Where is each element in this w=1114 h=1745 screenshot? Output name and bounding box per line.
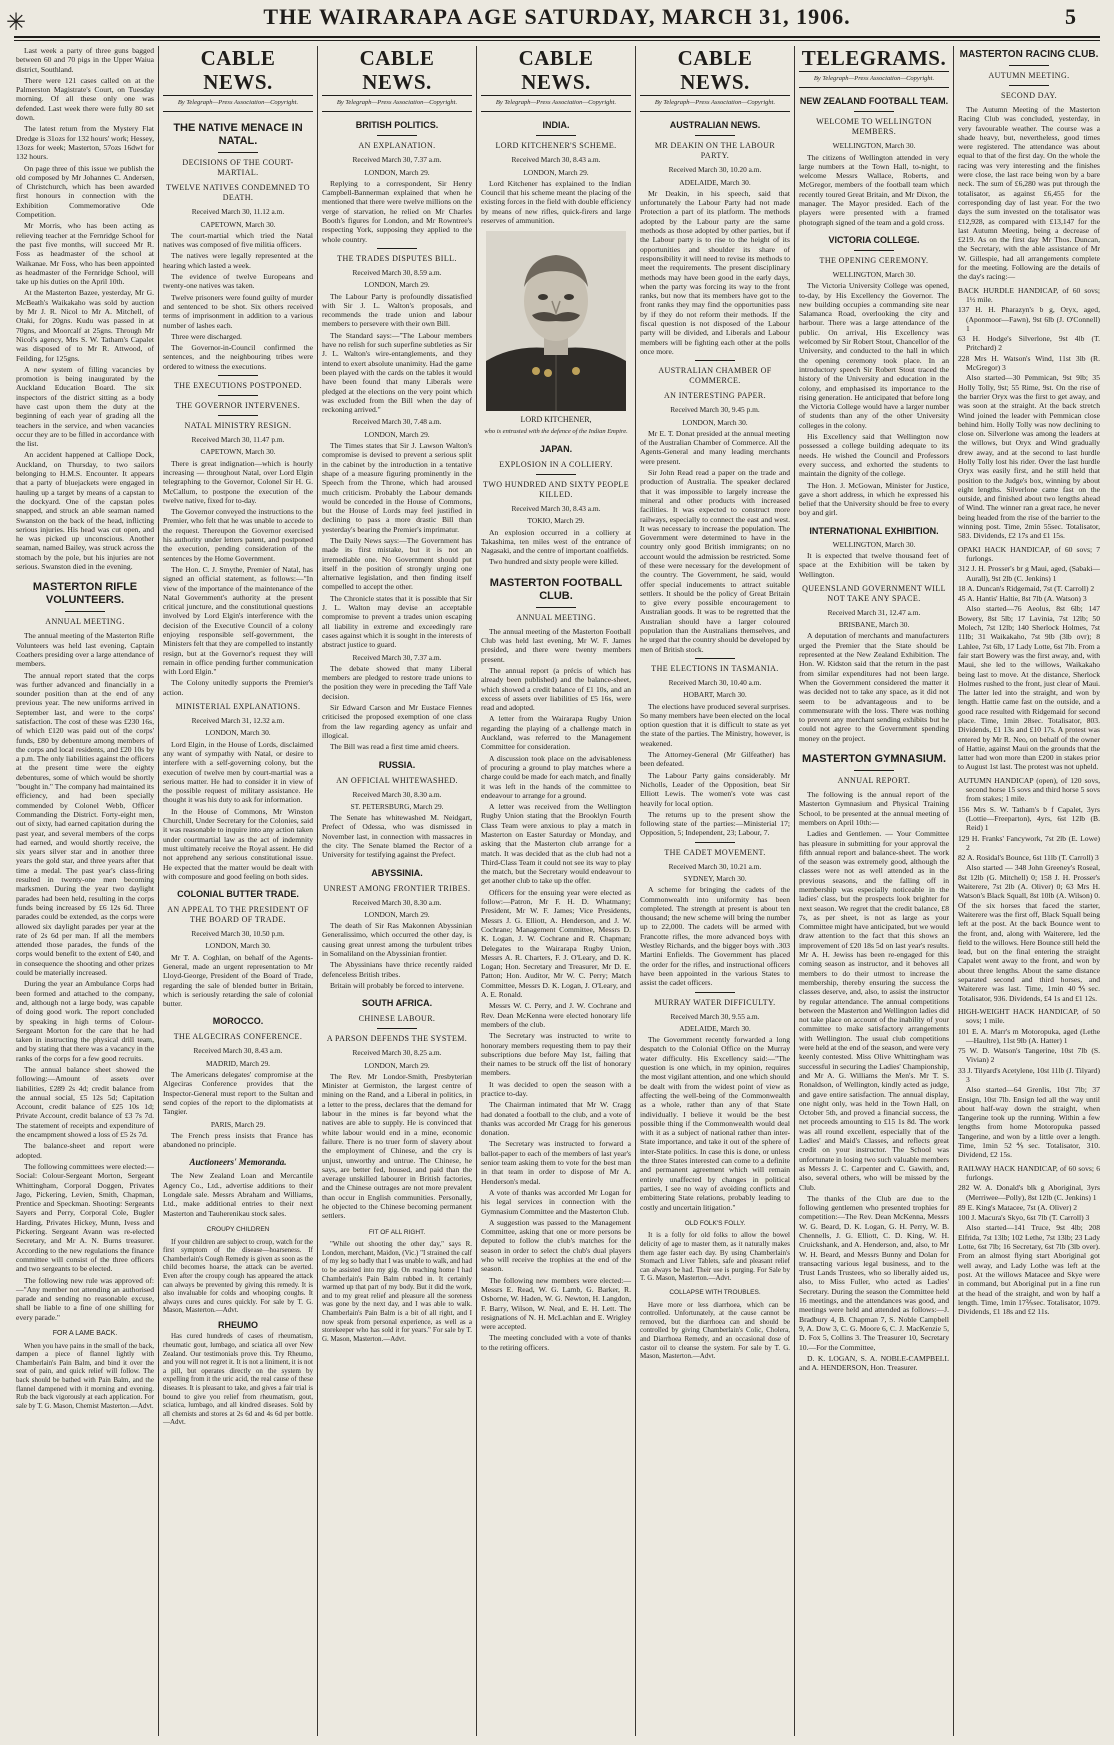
article-body	[163, 231, 313, 371]
dateline: Received March 30, 9.55 a.m.	[670, 1011, 760, 1021]
race-entry: 228 Mrs H. Watson's Wind, 11st 3lb (R. McGregor) 3	[958, 353, 1100, 373]
article-paragraph: The evidence of twelve Europeans and twenty-one natives was taken.	[163, 272, 313, 291]
article-paragraph: Mr Morris, who has been acting as relieving teacher at the Fernridge School for the past five months, will succeed Mr R. Foss as headmaster of the school at Waikanae. Mr Foss, who has been appointed as headmaster of the Fernridge School, will take up his duties on the April 10th.	[16, 221, 154, 287]
article-heading: JAPAN.	[539, 443, 573, 454]
portrait-caption: LORD KITCHENER,	[520, 415, 592, 425]
article-subheading: CHINESE LABOUR.	[358, 1014, 436, 1024]
race-entry: 89 E. King's Matacee, 7st (A. Oliver) 2	[958, 1202, 1078, 1212]
article-paragraph: The elections have produced several surprises. So many members have been elected on the local option question that it is difficult to state as yet the state of the parties. The Ministry, however, is weakened.	[640, 701, 790, 748]
article-paragraph: A letter was received from the Wellington Rugby Union stating that the Brooklyn Fourth Class Team were anxious to play a match in Masterton on Easter Saturday or Monday, and asking that the Masterton club arrange for a match. It was decided that as the club had not a Third-Class Team it could not see its way to play the match, but the Secretary would endeavour to get another club to take up the offer.	[481, 802, 631, 886]
place-line: ADELAIDE, March 30.	[679, 1023, 751, 1033]
place-line: WELLINGTON, March 30.	[832, 141, 916, 151]
article-paragraph: A letter from the Wairarapa Rugby Union regarding the playing of a challenge match in Auckland, was referred to the Management Committee for consideration.	[481, 714, 631, 752]
article-paragraph: The Chairman intimated that Mr W. Cragg had donated a football to the club, and a vote of thanks was accorded Mr Cragg for his generous donation.	[481, 1100, 631, 1138]
article-paragraph: The debate showed that many Liberal members are pledged to restore trade unions to the position they were in preceding the Taff Vale decision.	[322, 663, 472, 701]
dateline: Received March 30, 10.40 a.m.	[668, 677, 762, 687]
article-heading: INDIA.	[542, 120, 570, 131]
place-line: LONDON, March 29.	[364, 167, 430, 177]
article-subheading: WELCOME TO WELLINGTON MEMBERS.	[816, 117, 932, 137]
article-paragraph: Officers for the ensuing year were elected as follow:—Patron, Mr F. H. D. Whatmany; President, Mr W. F. James; Vice Presidents, Messrs J. G. Elliott, A. Henderson, and J. W. Cochrane; Management Committee, Messrs D. K. Logan, J. W. Cochrane and R. Chapman; Delegates to the Wairarapa Rugby Union, Messrs A. R. Charters, F. J. O'Leary, and D. K. Logan; Hon. Secretary and Treasurer, Mr D. E. Patton; Hon. Auditor, Mr W. C. Perry; Match Committee, Messrs D. K. Logan, J. O'Leary, and A. E. Ronald.	[481, 887, 631, 1000]
place-line: LONDON, March 29.	[364, 280, 430, 290]
article-heading: INTERNATIONAL EXHIBITION.	[809, 525, 939, 536]
race-report: Also started—141 Truce, 9st 4lb; 208 Elfrida, 7st 13lb; 102 Lethe, 7st 13lb; 23 Lady Lotte, 6st 7lb; 16 Secretary, 6st 7lb (3lb over). From an almost flying start Aboriginal got well away, and Lady Lothe was left at the post. At the willows Matacee and Skye were in command, but Aboriginal put in a fine run at the head of the straight, and won by half a length. Time, 1min 17⅖sec. Totalisator, 1079. Dividends, £1 18s and £2 11s.	[958, 1223, 1100, 1317]
article-body	[799, 281, 949, 517]
dateline: Received March 30, 8.30 a.m.	[352, 897, 442, 907]
article-paragraph: The Victoria University College was opened, to-day, by His Excellency the Governor. The new building occupies a commanding site near Salamanca Road, overlooking the city and harbour. There was a large attendance of the public. On arrival, His Excellency was welcomed by Sir Robert Stout, Chancellor of the University, and conducted to the hall in which the opening ceremony took place. In an introductory speech Sir Robert Stout traced the history of the University and education in the colony, and emphasised its importance to the rising generation. He anticipated that before long the Victoria College would have a larger number of students than any of the other University colleges in the colony.	[799, 281, 949, 430]
article-paragraph: A suggestion was passed to the Management Committee, asking that one or more persons be deputed to follow the club's matches for the season in order to select the club's dual players who will receive the trophies at the end of the season.	[481, 1217, 631, 1274]
place-line: CAPETOWN, March 30.	[200, 219, 276, 229]
article-paragraph: The Secretary was instructed to write to honorary members requesting them to pay their subscriptions due before May 1st, failing that their names to be struck off the list of honorary members.	[481, 1031, 631, 1078]
article-paragraph: The Government recently forwarded a long despatch to the Colonial Office on the Murray water difficulty. His Excellency said:—"The question is one which, in my opinion, requires the most vigilant attention, and one which should be dealt with from the widest point of view as affecting the well-being of the Commonwealth as a whole, rather than any of that State individually. I believe it would be the best possible thing if the Commonwealth would deal with it as a subject of national rather than inter-State importance, and take it out of the sphere of inter-State politics. In case this is done, or unless the three States interested can come to a definite and permanent agreement which will remain entirely unaffected by changes in political parties, I see no way of avoiding conflicts and embittering State relations, probably leading to costly and uncertain litigation."	[640, 1035, 790, 1212]
article-paragraph: The Bill was read a first time amid cheers.	[330, 742, 459, 752]
place-line: ST. PETERSBURG, March 29.	[350, 801, 444, 811]
article-paragraph: The annual meeting of the Masterton Football Club was held last evening, Mr W. F. James presided, and there were twenty members present.	[481, 626, 631, 664]
article-paragraph: A new system of filling vacancies by promotion is being inaugurated by the Auckland Education Board. The six inspectors of the district sitting as a body have cast upon them the duty at the beginning of each year of grading all the teachers in the service, and when vacancies occur they are to be filled in accordance with the list.	[16, 364, 154, 449]
race-entry: 156 Mrs S. W. Tatham's b f Capalet, 3yrs (Lottie—Freeparton), 4yrs, 6st 12lb (B. Reid) 1	[958, 804, 1100, 833]
racing-subheading: AUTUMN MEETING.	[988, 71, 1070, 80]
place-line: ADELAIDE, March 30.	[679, 177, 751, 187]
advertisement	[16, 1330, 154, 1410]
dateline: Received March 30, 10.50 p.m.	[191, 929, 285, 939]
article-paragraph: Replying to a correspondent, Sir Henry Campbell-Bannerman explained that when he mentioned that there were twelve millions on the verge of starvation, he relied on Mr Charles Booth's figures for London, and Mr Rowntree's respecting York, supposing they applied to the whole country.	[322, 178, 472, 244]
article-paragraph: The following is the annual report of the Masterton Gymnasium and Physical Training School, to be presented at the annual meeting of members on April 10th:—	[799, 790, 949, 827]
place-line: PARIS, March 29.	[210, 1119, 266, 1129]
place-line: LONDON, March 29.	[523, 167, 589, 177]
race-title: HIGH-WEIGHT HACK HANDICAP, of 50 sovs; 1 mile.	[958, 1006, 1100, 1026]
place-line: MADRID, March 29.	[205, 1058, 271, 1068]
article-paragraph: The Senate has whitewashed M. Neidgart, Prefect of Odessa, who was dismissed in November last, in connection with massacres in the city. The Senate blamed the Rector of a University for testifying against the Prefect.	[322, 813, 472, 860]
article-paragraph: The citizens of Wellington attended in very large numbers at the Town Hall, to-night, to welcome Messrs Wallace, Roberts, and McGregor, members of the football team which recently toured Great Britain, and Mr Dixon, the manager. The Mayor presided. Each of the players were presented with a framed photograph signed of the team and a gold cross.	[799, 152, 949, 227]
article-heading: MASTERTON GYMNASIUM.	[801, 753, 947, 766]
race-title: AUTUMN HANDICAP (open), of 120 sovs, second horse 15 sovs and third horse 5 sovs from stakes; 1 mile.	[958, 775, 1100, 804]
dateline: Received March 31, 12.47 a.m.	[827, 607, 921, 617]
race-entry: 282 W. A. Donald's blk g Aboriginal, 3yrs (Merriwee—Polly), 8st 12lb (C. Jenkins) 1	[958, 1183, 1100, 1202]
article-body	[481, 528, 631, 567]
article-paragraph: Ladies and Gentlemen. — Your Committee has pleasure in submitting for your approval the fifth annual report and balance-sheet. The work of the season was extremely good, although the classes were not as well attended as in the previous seasons, and the falling off in membership was especially noticeable in the ladies' class, but the prospects look brighter for next season. We regret that the credit balance, £8 7s, as per sheet, is not as large as your Committee might have anticipated, but we would draw attention to the fact that this shows an improvement of £20 18s 5d on last year's results. Mr A. H. Jewiss has been re-engaged for this coming season as instructor, and it behoves all members to do their utmost to increase the membership, thereby ensuring the success the classes deserve, and, also, to assist the instructor by regular attendance. The annual competitions between the Masterton and Wellington ladies did not take place on account of the inability of your committee to make satisfactory arrangements with Wellington. The usual club competitions were held at the end of the season, and were very keenly contested. Miss Olive Whittingham was successful in securing the Ladies' Championship, and Mr A. G. Williams the Men's. Mr T. S. Ronaldson, of Wellington, kindly acted as judge, and gave entire satisfaction. The annual display, one night only, was held in the Town Hall, on October 5th, and proved a financial success, the net proceeds amounting to £15 1s 8d. The work was all round excellent, especially that of the Ladies' and Maid's Classes, and reflects great credit on your instructor. The School was unfortunate in losing two such valuable members as Messrs J. C. Carpenter and C. Gawith, and, also, several others, who will be missed by the Club.	[799, 829, 949, 1192]
article-paragraph: On page three of this issue we publish the old composed by Mr Johannes C. Andersen, of Christchurch, which has been awarded first honours in connection with the Exhibition Commemorative Ode Competition.	[16, 163, 154, 220]
article-heading: MOROCCO.	[212, 1016, 264, 1027]
racing-subheading: SECOND DAY.	[1001, 91, 1057, 100]
article-paragraph: In the House of Commons, Mr Winston Churchill, Under Secretary for the Colonies, said it was reasonable to inquire into any action taken under courtmartial law as the act of indemnity must ultimately receive the Royal assent. He did not apprehend any serious constitutional issue. He expected that the matter would be dealt with with composure and good feeling on both sides.	[163, 806, 313, 881]
dateline: Received March 30, 7.37 a.m.	[352, 155, 442, 165]
article-paragraph: The following new rule was approved of:—"Any member not attending an authorised parade and sending no reasonable excuse, shall be liable to a fine of one shilling for every parade."	[16, 1275, 154, 1322]
article-paragraph: Sir John Read read a paper on the trade and production of Australia. The speaker declared that it was impossible to largely increase the mineral and other products with increased facilities. It was expected to construct more railways, especially to connect the east and west. It was necessary to increase the population. The Government were determined to have in the country only good British immigrants; on no account would the admission be restricted. Some of these were necessary for the development of the country. The Government, he said, would offer special inducements to attract suitable settlers. It should be the policy of Great Britain to give every possible encouragement to Australian goods. It was to be regretted that the Australian should have a larger coloured population than the Australians themselves, and he urged that the country should be developed by men of British stock.	[640, 468, 790, 654]
article-subheading: AUSTRALIAN CHAMBER OF COMMERCE.	[658, 366, 772, 386]
ad-heading: CROUPY CHILDREN	[206, 1225, 270, 1233]
place-line: LONDON, March 29.	[364, 1060, 430, 1070]
race-entry: 129 H. Franks' Fancywork, 7st 2lb (E. Lowe) 2	[958, 833, 1100, 852]
article-paragraph: Twelve prisoners were found guilty of murder and sentenced to be shot. Six others received terms of imprisonment in addition to a various number of lashes each.	[163, 292, 313, 330]
article-paragraph: Sir Edward Carson and Mr Eustace Fiennes criticised the proposed exemption of one class from the law regarding agency as unfair and illogical.	[322, 703, 472, 740]
byline: By Telegraph—Press Association—Copyright.	[799, 72, 949, 88]
article-paragraph: The Labour Party gains considerably. Mr Nicholls, Leader of the Opposition, beat Sir Elliott Lewis. The women's vote was cast heavily for local option.	[640, 770, 790, 808]
article-heading: Auctioneers' Memoranda.	[189, 1157, 287, 1168]
article-paragraph: The meeting concluded with a vote of thanks to the retiring officers.	[481, 1333, 631, 1352]
article-subheading: THE GOVERNOR INTERVENES.	[175, 401, 301, 411]
ad-heading: COLLAPSE WITH TROUBLES.	[669, 1288, 761, 1296]
article-paragraph: A discussion took place on the advisableness of procuring a ground to play matches where a charge could be made for each match, and finally it was left in the hands of the committee to endeavour to arrange for a ground.	[481, 753, 631, 800]
ad-heading: OLD FOLK'S FOLLY.	[684, 1219, 746, 1227]
article-body	[640, 702, 790, 838]
article-paragraph: An accident happened at Calliope Dock, Auckland, on Thursday, to two sailors belonging to H.M.S. Encounter. It appears that a party of bluejackets were engaged in hauling up a target by means of a capstan to the dockyard. One of the capstan poles snapped, and struck an able seaman named Swanston on the back of the head, inflicting serious injuries. His head was cut open, and he was picked up unconscious. Another seaman, named Bailey, was struck across the stomach by the pole, but his injuries are not serious. Swanston died in the evening.	[16, 450, 154, 572]
article-paragraph: The Governor-in-Council confirmed the sentences, and the neighbouring tribes were ordered to witness the executions.	[163, 343, 313, 371]
ad-text: Has cured hundreds of cases of rheumatism, rheumatic gout, lumbago, and sciatica all over New Zealand. Our testimonials prove this. Try Rheumo, and you will not regret it. It is not a liniment, it is not a pill, but operates directly on the system by expelling from it the uric acid, the real cause of these diseases. It is pleasant to take, and gives a fair trial is bound to give you relief from rheumatism, gout, sciatica, lumbago, and all kindred diseases. Sold by all chemists and stores at 2s 6d and 4s 6d per bottle.—Advt.	[163, 1332, 313, 1427]
article-paragraph: The French press insists that France has abandoned no principle.	[163, 1130, 313, 1150]
byline: By Telegraph—Press Association—Copyright.	[322, 96, 472, 112]
article-paragraph: The balance-sheet and report were adopted.	[16, 1141, 154, 1160]
section-banner: CABLE NEWS.	[640, 46, 790, 96]
article-paragraph: The following new members were elected:—Messrs E. Read, W. G. Lamb, G. Barker, R. Osborne, W. Haden, W. G. Newton, H. Langdon, F. Barry, Wilson, W. Neal, and E. H. Lett. The resignations of N. H. McLachlan and E. Wrigley were accepted.	[481, 1275, 631, 1332]
article-paragraph: The natives were legally represented at the hearing which lasted a week.	[163, 251, 313, 270]
article-subheading: THE OPENING CEREMONY.	[819, 255, 929, 265]
article-subheading: AN APPEAL TO THE PRESIDENT OF THE BOARD OF TRADE.	[167, 905, 309, 925]
article-paragraph: The Hon. C. J. Smythe, Premier of Natal, has signed an official statement, as follows:—"In view of the importance of the maintenance of the Natal Government's authority at the present critical juncture, and the constitutional questions involved by Lord Elgin's interference with the decision of the Executive Council of a colony enjoying responsible self-government, the Ministers felt that they are compelled to instantly resign, but at the Governor's request they will remain in office pending further communication with Lord Elgin."	[163, 564, 313, 677]
article-paragraph: The Chronicle states that it is possible that Sir J. L. Walton may devise an acceptable compromise to prevent a trades union escaping all liability in extreme and exceedingly rare cases against which it is sought in the interests of abstract justice to guard.	[322, 593, 472, 650]
column-telegrams	[795, 46, 953, 1736]
dateline: Received March 30, 8.30 a.m.	[352, 789, 442, 799]
article-subheading: EXPLOSION IN A COLLIERY.	[499, 459, 613, 469]
article-paragraph: The annual meeting of the Masterton Rifle Volunteers was held last evening, Captain Coathers presiding over a large attendance of members.	[16, 631, 154, 669]
article-heading: MASTERTON FOOTBALL CLUB.	[489, 576, 623, 602]
section-banner: TELEGRAMS.	[799, 46, 949, 72]
article-paragraph: The death of Sir Ras Makonnen Abyssinian Generalissimo, which occurred the other day, is causing great unrest among the turbulent tribes in Somaliland on the Abyssinian frontier.	[322, 921, 472, 959]
article-subheading: DECISIONS OF THE COURT-MARTIAL.	[182, 158, 294, 178]
race-results	[958, 286, 1100, 1317]
article-paragraph: It was decided to open the season with a practice to-day.	[481, 1079, 631, 1098]
article-paragraph: At the Masterton Bazee, yesterday, Mr G. McBeath's Waikakaho was sold by auction by Mr J. R. Nicol to Mr A. Mitchell, of Otaki, for 20gns. Kudu was passed in at 70gns, and Moorcalf at 25gns. Through Mr Nicol's agency, Mrs S. W. Tatham's Capalet was disposed of to Mr R. Attwood, of Feilding, for 125gns.	[16, 288, 154, 363]
dateline: Received March 30, 8.43 a.m.	[511, 155, 601, 165]
race-entry: 18 A. Duncan's Ridgemaid, 7st (T. Carroll) 2	[958, 583, 1095, 593]
article-body	[481, 627, 631, 1352]
article-subheading: A PARSON DEFENDS THE SYSTEM.	[326, 1034, 468, 1044]
article-paragraph: The Labour Party is profoundly dissatisfied with Sir J. L. Walton's proposals, and recommends the trade union and labour members to persevere with their own Bill.	[322, 291, 472, 329]
byline: By Telegraph—Press Association—Copyright.	[163, 96, 313, 112]
article-paragraph: Lord Kitchener has explained to the Indian Council that his scheme meant the placing of the existing forces in the field with double efficiency by means of new rifles, quick-firers and large reserves of ammunition.	[481, 178, 631, 226]
article-paragraph: An explosion occurred in a colliery at Takashima, ten miles west of the entrance of Nagasaki, and the centre of important coalfields.	[481, 527, 631, 556]
article-paragraph: The Governor conveyed the instructions to the Premier, who felt that he was unable to accede to the request. Thereupon the Governor exercised his authority under letters patent, and postponed the execution, pending consideration of the sentences by the Home Government.	[163, 507, 313, 563]
article-paragraph: The Colony unitedly supports the Premier's action.	[163, 678, 313, 697]
race-report: Also started—30 Pemmican, 9st 9lb; 35 Holly Tolly, 9st; 55 Rime, 9st. On the rise of the barrier Oryx was the first to get away, and was soon at the straight. At the back stretch Wind joined the leader with Pemmican close behind him. Holly Tolly was now declining to close on. Silverlone was among the leaders at the willows, but Oryx and Wind gradually drew away, and at the second to last hurdle Holly Tolly lost his rider. Over the last hurdle Oryx was easily first, and he still held that position to the Judge's box, winning by about eight lengths. Silverlone came fast on the outside, and finished about two lengths ahead of Wind. The winner ran a great race, he never being headed from the rise of the barrier to the winning post. Time, 2min 55sec. Totalisator, 583. Dividends, £2 17s and £1 15s.	[958, 373, 1100, 541]
article-paragraph: D. K. LOGAN, S. A. NOBLE-CAMPBELL and A. HENDERSON, Hon. Treasurer.	[799, 1353, 949, 1373]
article-subheading: LORD KITCHENER'S SCHEME.	[495, 141, 617, 151]
article-paragraph: The Rev. Mr Londor-Smith, Presbyterian Minister at Germiston, the largest centre of mining on the Rand, and a Liberal in politics, in a letter to the press, declares that the demand for labour in the mines is far beyond what the natives are able to supply. He is convinced that white labour would end in a mine, economic failure. There is no truer form of slavery about the employment of Chinese, and the cry is unjust, unworthy and untrue. The Chinese, he says, are better fed, housed, and paid than the average unskilled labourer in British factories, and the Chinese outrages are not more prevalent than occur in English communities. Personally, he objected to the Chinese becoming permanent settlers.	[322, 1071, 472, 1221]
article-paragraph: Messrs W. C. Perry, and J. W. Cochrane and Rev. Dean McKenna were elected honorary life members of the club.	[481, 1001, 631, 1029]
article-paragraph: A vote of thanks was accorded Mr Logan for his legal services in connection with the Gymnasium Committee and the Masterton Club.	[481, 1187, 631, 1216]
column-cable-news-britain	[318, 46, 476, 1736]
article-paragraph: The annual balance sheet showed the following:—Amount of assets over liabilities, £289 2s 4d; credit balance from the annual social, £5 12s 5d; Capitation Account, credit balance of £25 10s 1d; Private Account, credit balance of £3 7s 7d. The statement of receipts and expenditure of the encampment showed a loss of £5 2s 7d.	[16, 1064, 154, 1140]
article-paragraph: Last week a party of three guns bagged between 60 and 70 pigs in the Upper Waiua district, Southland.	[16, 46, 154, 74]
article-heading: AUSTRALIAN NEWS.	[669, 120, 761, 131]
article-paragraph: The annual report stated that the corps was further advanced and financially in a sounder position than at the end of any previous year. The new uniforms arrived in September last, and were to the corps' satisfaction. The cost of these was £230 16s, of which £120 was paid out of the corps' funds, £80 by debenture among members of the corps and local residents, and £20 10s by a p.m. The only liabilities against the officers at the present time were the eighty debentures, some of which would be shortly "bought in." The company had maintained its efficiency, and had been specially commended by Colonel Webb, Officer Commanding the District. Forty-eight men, out of sixty, had earned capitation during the past year, and several members of the corps had earned, and would shortly receive, the six years silver star and in another three years the gold star, and three years after that time a medal. The past year's class-firing resulted in twenty-one men becoming marksmen. During the year two daylight parades had been held, resulting in the corps funds being increased by £6 12s 6d. Three parades could be extended, as the corps were allowed six daylight parades per year at the rate of 2s 6d per man. If all the members attended those parades, the funds of the corps would benefit to the extent of £40, and in consequence the shooting and other prizes could be materially increased.	[16, 670, 154, 978]
article-heading: RUSSIA.	[378, 759, 416, 770]
article-paragraph: During the year an Ambulance Corps had been formed and attached to the company, and, although not a large body, was capable of doing good work. The report concluded by speaking in high terms of Colour-Sergeant Morton for the care that he had taken in instructing the physical drill team, and by stating that there was a vacancy in the ranks of the corps for a few good recruits.	[16, 979, 154, 1063]
rifle-volunteers-body	[16, 631, 154, 1322]
article-body	[640, 429, 790, 654]
article-subheading: ANNUAL REPORT.	[837, 776, 911, 786]
place-line: LONDON, March 30.	[682, 417, 748, 427]
article-heading: NEW ZEALAND FOOTBALL TEAM.	[799, 96, 949, 107]
article-subheading: TWO HUNDRED AND SIXTY PEOPLE KILLED.	[482, 479, 629, 499]
article-body	[322, 292, 472, 415]
dateline: Received March 30, 8.43 a.m.	[511, 503, 601, 513]
byline: By Telegraph—Press Association—Copyright.	[481, 96, 631, 112]
article-subheading: AN INTERESTING PAPER.	[663, 391, 767, 401]
portrait-caption-detail: who is entrusted with the defence of the Indian Empire.	[484, 427, 628, 435]
dateline: Received March 31, 12.32 a.m.	[191, 716, 285, 726]
article-heading: THE NATIVE MENACE IN NATAL.	[173, 122, 303, 148]
article-paragraph: The Attorney-General (Mr Gilfeather) has been defeated.	[640, 750, 790, 769]
ad-heading: FOR A LAME BACK.	[52, 1330, 118, 1337]
article-heading: BRITISH POLITICS.	[355, 120, 439, 131]
ad-heading: RHEUMO	[218, 1319, 258, 1330]
place-line: WELLINGTON, March 30.	[832, 269, 916, 279]
article-paragraph: The following committees were elected:—Social: Colour-Sergeant Morton, Sergeant Whittingham, Corporal Doggen, Privates Jago, Pickering, Levien, Smith, Chapman, Prentice and Speckman. Shooting: Sergeants Sayers and Perry, Corporal Cole, Bugler Harding, Privates Hickey, Munn, Ivess and Pickering. Sergeant Avann was re-elected Secretary, and Mr A. N. Burns treasurer. According to the new regulations the finance committee will consist of the three officers and two sergeants to be elected.	[16, 1161, 154, 1274]
article-subheading: TWELVE NATIVES CONDEMNED TO DEATH.	[166, 183, 310, 203]
place-line: WELLINGTON, March 30.	[832, 539, 916, 549]
article-subheading: THE CADET MOVEMENT.	[664, 847, 766, 857]
place-line: CAPETOWN, March 30.	[200, 447, 276, 457]
article-body	[322, 441, 472, 650]
dateline: Received March 30, 10.20 a.m.	[668, 165, 762, 175]
column-cable-news-natal	[159, 46, 317, 1736]
article-heading: SOUTH AFRICA.	[361, 998, 433, 1009]
article-paragraph: Mr Deakin, in his speech, said that unfortunately the Labour Party had not made Protection a part of its platform. The methods adopted by the Labour party are the same methods as those adopted by other parties, but if the Labour party is to rise to the height of its opportunities and shoulder its share of responsibility it will need to revise its methods to meet the requirements. The present disciplinary methods may have been good in the early days, when the party was forcing its way to the front ranks, but now that its members have got to the front ranks they may find the opportunities pass by if they do not reform their methods. If the fiscal question is not disposed of the Labour party will be divided, and Liberals and Labour members will be fighting each other at the polls once more.	[640, 188, 790, 356]
race-report: Also started — 348 John Greeney's Roseal, 8st 12lb (G. Mitchell) 0; 158 J. H. Prosser's Waiterere, 7st 2lb (A. Oliver) 0; 63 Mrs H. Watson's Black Squall, 8st 10lb (A. Wilson) 0. Of the six horses that faced the starter, Waiterere was the first off, Black Squall being left at the post. At the back Bounce went to the front, and, along with Waiterere, led the field to the willows. Here Bounce still held the lead, but on the final entering the straight Capalet went away to the front, and won by about three lengths. About the same distance separated second and third horses, and Waiterere was last. Time, 1min 40⅘sec. Totalisator, 936. Dividends, £4 1s and £1 12s.	[958, 863, 1100, 1003]
dateline: Received March 30, 7.48 a.m.	[352, 417, 442, 427]
article-subheading: ANNUAL MEETING.	[516, 612, 596, 622]
article-paragraph: The returns up to the present show the following state of the parties:—Ministerial 17; Opposition, 5; Independent, 23; Labour, 7.	[640, 809, 790, 838]
article-paragraph: It is expected that twelve thousand feet of space at the Exhibition will be taken by Wellington.	[799, 550, 949, 579]
rifle-volunteers-heading: MASTERTON RIFLE VOLUNTEERS.	[32, 581, 138, 607]
article-paragraph: The Hon. J. McGowan, Minister for Justice, gave a short address, in which he expressed his belief that the University should be free to every boy and girl.	[799, 480, 949, 518]
dateline: Received March 30, 11.12 a.m.	[191, 207, 285, 217]
ad-heading: FIT OF ALL RIGHT.	[368, 1228, 426, 1236]
column-racing	[954, 46, 1104, 1736]
page-number: 5	[1065, 4, 1076, 29]
article-paragraph: The latest return from the Mystery Flat Dredge is 31ozs for 132 hours' work; Hessey, 13ozs for week; Masterton, 57ozs 16dwt for 132 hours.	[16, 124, 154, 162]
race-title: OPAKI HACK HANDICAP, of 60 sovs; 7 furlongs.	[958, 544, 1100, 563]
race-entry: 312 J. H. Prosser's br g Maui, aged, (Sabaki—Aurall), 9st 2lb (C. Jenkins) 1	[958, 564, 1100, 583]
dateline: Received March 30, 8.25 a.m.	[352, 1048, 442, 1058]
article-paragraph: The New Zealand Loan and Mercantile Agency Co., Ltd., advertise additions to their Longdale sale. Messrs Abraham and Williams, Ltd., make additional entries to their next Masterton and Tauherenikau stock sales.	[163, 1171, 313, 1218]
article-subheading: THE ELECTIONS IN TASMANIA.	[651, 663, 779, 673]
article-paragraph: The Times states that Sir J. Lawson Walton's compromise is devised to prevent a serious split in the cabinet by the introduction in a tentative shape of a measure figuring prominently in the Speech from the Throne, which had aroused much criticism. Probably the Labour demands would be conceded in the House of Commons, but the House of Lords may feel justified in declining to pass a more drastic Bill than yesterday's bearing the Premier's imprimatur.	[322, 441, 472, 534]
article-paragraph: There were 121 cases called on at the Palmerston Magistrate's Court, on Tuesday morning. Of all these only one was defended. Last week there were fully 80 set down.	[16, 75, 154, 123]
article-subheading: UNREST AMONG FRONTIER TRIBES.	[323, 883, 471, 893]
place-line: TOKIO, March 29.	[527, 516, 585, 526]
article-paragraph: Mr T. A. Coghlan, on behalf of the Agents-General, made an urgent representation to Mr Lloyd-George, President of the Board of Trade, regarding the sale of blended butter in Britain, which is seriously retarding the sale of colonial butter.	[163, 952, 313, 1009]
masthead-rule	[14, 36, 1100, 38]
place-line: LONDON, March 29.	[364, 429, 430, 439]
place-line: HOBART, March 30.	[683, 690, 747, 700]
article-paragraph: Mr E. T. Donat presided at the annual meeting of the Australian Chamber of Commerce. All the Agents-General and many leading merchants were present.	[640, 428, 790, 466]
article-paragraph: A scheme for bringing the cadets of the Commonwealth into uniformity has been completed. The strength at present is about ten thousand; the new scheme will bring the number up to 22,000. The cadets will be armed with Francotte rifles, the more advanced boys with Westley Richards, and the bigger boys with .303 Martini Enfields. The Government has placed the order for the rifles, and instructional officers have been appointed in the various States to assist the cadet officers.	[640, 885, 790, 988]
race-report: Also started—64 Grenlis, 10st 7lb; 37 Ensign, 10st 7lb. Ensign led all the way until about half-way down the straight, when Tangerine took up the running. Within a few lengths from home Motoropuka passed Tangerine, and won by a little over a length. Time, 1min 52⅘sec. Totalisator, 310. Dividend, £2 15s.	[958, 1085, 1100, 1160]
race-entry: 45 A. Hantis' Haltie, 8st 7lb (A. Watson) 3	[958, 594, 1087, 604]
article-subheading: MINISTERIAL EXPLANATIONS.	[175, 702, 301, 712]
article-paragraph: The annual report (a précis of which has already been published) and the balance-sheet, which showed a credit balance of £1 10s, and an excess of assets over liabilities of £5 16s, were read and adopted.	[481, 665, 631, 713]
racing-intro: The Autumn Meeting of the Masterton Racing Club was concluded, yesterday, in very favourable weather. The course was a shade heavy, but, nevertheless, good times were registered. The attendance was about equal to that of the first day. On the whole the racing was very interesting and the finishes were close, the last race being won by a bare neck. The sum of £6,280 was put through the totalisator, as against £6,455 for the corresponding day of last year. For the two days the sum invested on the totalisator was £12,928, as compared with £13,147 for the last Autumn Meeting, being a decrease of £219. As on the first day Mr Thos. Duncan, the Secretary, with the able assistance of Mr W. Gillespie, had all arrangements complete for the meeting. Following are the details of the day's racing:—	[958, 105, 1100, 282]
race-entry: 33 J. Tilyard's Acetylene, 10st 11lb (J. Tilyard) 3	[958, 1065, 1100, 1084]
race-entry: 63 H. Hodge's Silverlone, 9st 4lb (T. Pritchard) 2	[958, 334, 1100, 353]
column-cable-news-india	[477, 46, 635, 1736]
article-paragraph: The thanks of the Club are due to the following gentlemen who presented trophies for competition:—The Rev. Dean McKenna, Messrs W. G. Beard, D. K. Logan, G. H. Perry, W. B. Chennells, J. G. Elliott, C. D. King, W. H. Cruickshank, and A. Henderson, and, also, to Mr W. H. Beard, and Messrs Bunny and Dolan for transacting various legal business, and to the Trust Lands Trustees, who so liberally aided us, also, to Miss Fuller, who acted as Ladies' Secretary. During the season the Committee held 16 meetings, and the attendances was good, and meetings were held and attended as follows:—J. Bradbury 4, B. Chapman 7, S. Noble Campbell 9, A. Dow 3, C. G. Moore 6, C. J. MacKenzie 5, D. Fox 5, Collins 3. The Treasurer 10, Secretary 10.—For the Committee,	[799, 1193, 949, 1352]
ad-text: It is a folly for old folks to allow the bowel delicity of age to master them, as it naturally makes them age faster each day. By using Chamberlain's Stomach and Liver Tablets, safe and pleasant relief can always be had. Their use is purging. For Sale by T. G. Mason, Masterton.—Advt.	[640, 1231, 790, 1283]
section-banner: CABLE NEWS.	[481, 46, 631, 96]
dateline: Received March 30, 8.59 a.m.	[352, 267, 442, 277]
article-paragraph: The Standard says:—"The Labour members have no relish for such superfine subtleties as Sir J. L. Walton's wire-entanglements, and they intend to exert absolute unanimity. Had the game been played with the cards on the tables it would have been found that many Liberals were pledged at the elections on the very point which was excluded from the Bill when the day of reckoning arrived."	[322, 330, 472, 415]
margin-mark: ✳	[6, 10, 27, 36]
dateline: Received March 30, 11.47 p.m.	[191, 435, 285, 445]
article-subheading: THE EXECUTIONS POSTPONED.	[174, 381, 302, 391]
lord-kitchener-portrait	[486, 231, 626, 411]
race-entry: 101 E. A. Marr's m Motoropuka, aged (Lethe—Haultre), 11st 9lb (A. Hatter) 1	[958, 1026, 1100, 1045]
article-paragraph: The Americans delegates' compromise at the Algeciras Conference provides that the Inspector-General must report to the Sultan and send copies of the report to the diplomatists at Tangier.	[163, 1070, 313, 1117]
article-subheading: THE TRADES DISPUTES BILL.	[337, 253, 457, 263]
article-subheading: AN OFFICIAL WHITEWASHED.	[336, 775, 458, 785]
article-paragraph: Lord Elgin, in the House of Lords, disclaimed any want of sympathy with Natal, or desire to interfere with a self-governing colony, but the execution of twelve men by court-martial was a serious matter. He had to consider it in view of the possible request of military assistance. He thought it was his duty to ask for information.	[163, 739, 313, 805]
dateline: Received March 30, 7.37 a.m.	[352, 652, 442, 662]
byline: By Telegraph—Press Association—Copyright.	[640, 96, 790, 112]
ad-text: If your children are subject to croup, watch for the first symptom of the disease—hoarseness. If Chamberlain's Cough Remedy is given as soon as the child becomes hoarse, the attack can be averted. Even after the croupy cough has appeared the attack can always be prevented by giving this remedy. It is also invaluable for colds and whooping coughs. It always cures and cures quickly. For sale by T. G. Mason, Masterton.—Advt.	[163, 1237, 313, 1315]
dateline: Received March 30, 8.43 a.m.	[193, 1046, 283, 1056]
article-heading: VICTORIA COLLEGE.	[828, 234, 920, 245]
race-title: RAILWAY HACK HANDICAP, of 60 sovs; 6 furlongs.	[958, 1163, 1100, 1182]
place-line: BRISBANE, March 30.	[838, 620, 910, 630]
article-body	[322, 921, 472, 990]
article-subheading: MURRAY WATER DIFFICULTY.	[654, 997, 776, 1007]
article-paragraph: A deputation of merchants and manufacturers urged the Premier that the State should be represented at the New Zealand Exhibition. The Hon. W. Kidston said that the return in the past from similar expenditures had not been large. When the Government considered the matter it was decided not to take any space, as it did not seem to be advantageous and to be commensurate with the loss. There was nothing to prevent any merchant sending exhibits but he could not agree to the Government spending money on the project.	[799, 631, 949, 743]
article-paragraph: Two hundred and sixty people were killed.	[489, 557, 619, 567]
article-body	[163, 740, 313, 881]
article-paragraph: The Secretary was instructed to forward a ballot-paper to each of the members of last year's senior team asking them to vote for the best man in that team in order to dispose of Mr A. Henderson's medal.	[481, 1139, 631, 1186]
article-body	[799, 790, 949, 1372]
article-paragraph: There is great indignation—which is hourly increasing — throughout Natal, over Lord Elgin telegraphing to the Governor, Colonel Sir H. G. McCallum, to postpone the execution of the twelve native, fixed for to-day.	[163, 458, 313, 505]
place-line: LONDON, March 30.	[205, 941, 271, 951]
masthead-rule-thin	[14, 40, 1100, 41]
column-cable-news-australia	[636, 46, 794, 1736]
advertisement	[322, 1229, 472, 1344]
article-subheading: QUEENSLAND GOVERNMENT WILL NOT TAKE ANY SPACE.	[802, 583, 946, 603]
dateline: Received March 30, 9.45 p.m.	[670, 405, 760, 415]
ad-text: When you have pains in the small of the back, dampen a piece of flannel lightly with Chamberlain's Pain Balm, and bind it over the seat of pain, and quick relief will follow. The back should be bathed with Pain Balm, and the flannel dampened with it morning and evening. Rub the back vigorously at each application. For sale by T. G. Mason, Chemist Masterton.—Advt.	[16, 1341, 154, 1410]
place-line: SYDNEY, March 30.	[683, 874, 747, 883]
race-report: Also started—76 Aeolus, 8st 6lb; 147 Bowery, 8st 5lb; 17 Lavinia, 7st 12lb; 50 Molech, 7st 12lb; 140 Sherlock Holmes, 7st 11lb; 31 Waikakaho, 7st 9lb (3lb ovr); 8 Lahlee, 7st 6lb, 17 Lady Lotte, 6st 7lb. From a fair start Bowery was the first away, and, with Maui, she led to the willows, Waikakaho being last to move. At the distance, Sherlock Holmes rushed to the front, just clear of Maui. The latter led into the straight, and won by length. Hattie came fast on the outside, and a good race resulted with Ridgemaid for second place. Time, 1min 28sec. Totalisator, 803. Dividends, £1 13s and £10 17s. A protest was entered by Mr R. Neo, on behalf of the owner of Hattie, against Maui on the grounds that the latter had won more than £200 in stakes prior to August 1st last. The protest was not upheld.	[958, 604, 1100, 772]
race-entry: 137 H. H. Pharazyn's b g, Oryx, aged, (Aponmoor—Fawn), 9st 6lb (J. O'Connell) 1	[958, 305, 1100, 333]
article-paragraph: His Excellency said that Wellington now possessed a college building adequate to its needs. He wished the Council and Professors every success, and exhorted the students to maintain the dignity of the college.	[799, 432, 949, 479]
newspaper-title: THE WAIRARAPA AGE SATURDAY, MARCH 31, 1906.	[263, 4, 851, 29]
place-line: LONDON, March 29.	[364, 909, 430, 919]
race-title: BACK HURDLE HANDICAP, of 60 sovs; 1½ mile.	[958, 285, 1100, 304]
article-heading: COLONIAL BUTTER TRADE.	[177, 889, 299, 900]
article-subheading: AN EXPLANATION.	[358, 141, 436, 151]
dateline: Received March 30, 10.21 a.m.	[668, 861, 762, 871]
race-entry: 75 W. D. Watson's Tangerine, 10st 7lb (S. Vivian) 2	[958, 1046, 1100, 1065]
column-local-news	[12, 46, 158, 1736]
article-paragraph: The Abyssinians have thrice recently raided defenceless British tribes.	[322, 960, 472, 979]
local-news-paragraphs	[16, 46, 154, 571]
article-subheading: THE ALGECIRAS CONFERENCE.	[173, 1032, 303, 1042]
advertisement	[640, 1220, 790, 1361]
ad-text: Have more or less diarrhoea, which can be controlled. Unfortunately, at the cause cannot be removed, but the diarrhoea can and should be controlled by giving Chamberlain's Colic, Cholera, and Diarrhoea Remedy, and an occasional dose of castor oil to cleanse the system. For sale by T. G. Mason, Masterton.—Advt.	[640, 1300, 790, 1361]
section-banner: CABLE NEWS.	[163, 46, 313, 96]
racing-heading: MASTERTON RACING CLUB.	[959, 49, 1099, 60]
article-body	[322, 664, 472, 752]
advertisement	[163, 1226, 313, 1427]
place-line: LONDON, March 30.	[205, 728, 271, 738]
race-entry: 100 J. Macura's Skyo, 6st 7lb (T. Carroll) 3	[958, 1213, 1090, 1223]
ad-text: "While out shooting the other day," says R. London, merchant, Maidon, (Vic.) "I strained the calf of my leg so badly that I was unable to walk, and had to be assisted into my gig. On reaching home I had Chamberlain's Pain Balm rubbed in. It certainly warmed up that part of my body. But it did the work, and to my great relief and pleasure all the soreness was gone by the next day, and I was able to walk. Chamberlain's Pain Balm is a bit of all right, and I now speak from personal experience, as well as a storekeeper who has sold it for years." For sale by T. G. Mason, Masterton.—Advt.	[322, 1240, 472, 1343]
race-entry: 82 A. Rosidal's Bounce, 6st 11lb (T. Carroll) 3	[958, 853, 1099, 863]
article-paragraph: Britain will probably be forced to intervene.	[330, 980, 464, 990]
section-banner: CABLE NEWS.	[322, 46, 472, 96]
article-paragraph: Three were discharged.	[171, 331, 242, 341]
article-body	[163, 459, 313, 697]
article-heading: ABYSSINIA.	[371, 867, 423, 878]
article-subheading: NATAL MINISTRY RESIGN.	[184, 421, 292, 431]
article-paragraph: The Daily News says:—The Government has made its first mistake, but it is not an irremediable one. No Government should put itself in the position of strongly urging one alternative legislation, and then finding itself compelled to accept the other.	[322, 535, 472, 592]
article-paragraph: The court-martial which tried the Natal natives was composed of five militia officers.	[163, 230, 313, 250]
article-subheading: MR DEAKIN ON THE LABOUR PARTY.	[654, 141, 776, 161]
rifle-volunteers-subheading: ANNUAL MEETING.	[45, 617, 125, 627]
